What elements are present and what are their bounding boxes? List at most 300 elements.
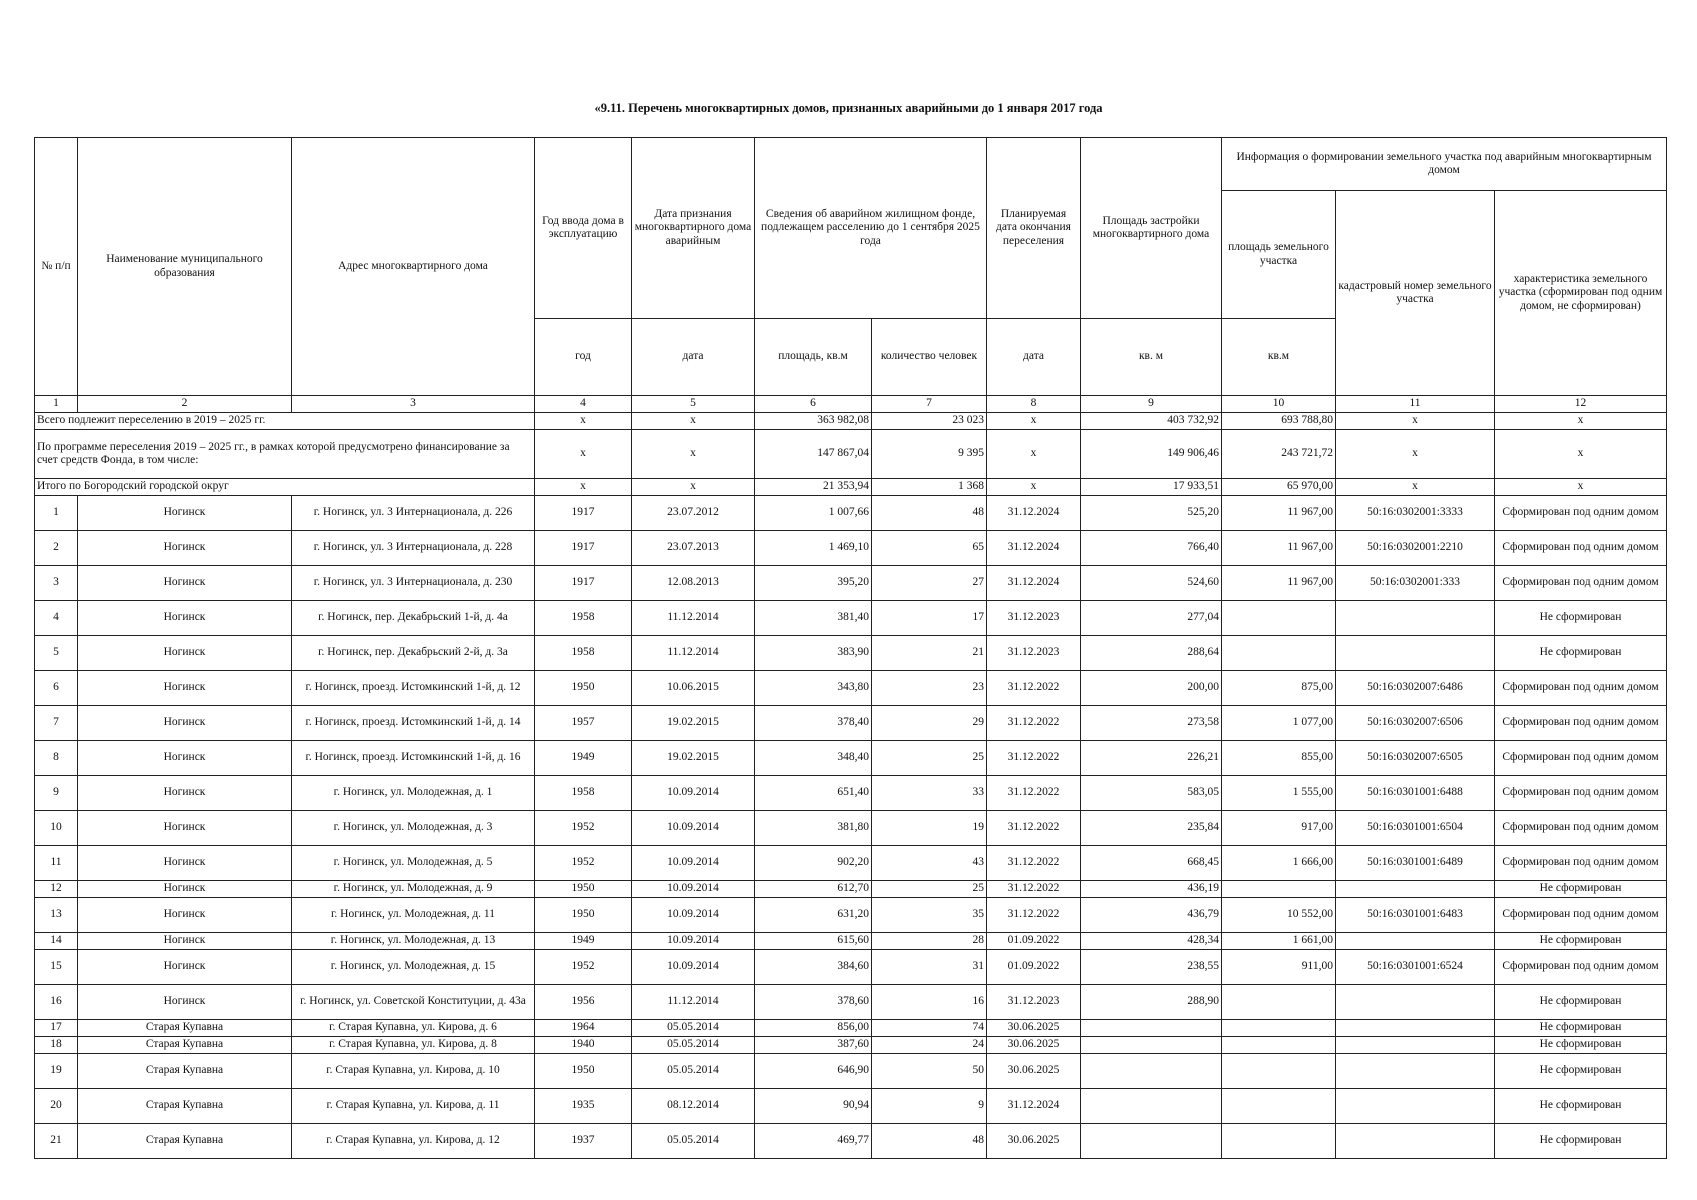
row-end-date: 30.06.2025 [987,1124,1081,1159]
row-land-area [1222,1124,1336,1159]
row-address: г. Старая Купавна, ул. Кирова, д. 6 [292,1020,535,1037]
row-land-char: Не сформирован [1495,601,1667,636]
row-number: 6 [35,671,78,706]
row-date: 10.09.2014 [632,776,755,811]
row-end-date: 31.12.2023 [987,636,1081,671]
row-people: 23 [872,671,987,706]
row-cadastral: 50:16:0302001:333 [1336,566,1495,601]
row-address: г. Ногинск, ул. 3 Интернационала, д. 226 [292,496,535,531]
row-address: г. Ногинск, ул. Молодежная, д. 3 [292,811,535,846]
row-year: 1958 [535,776,632,811]
row-footprint: 436,79 [1081,898,1222,933]
row-year: 1949 [535,933,632,950]
row-area: 651,40 [755,776,872,811]
row-year: 1917 [535,566,632,601]
row-land-area: 1 077,00 [1222,706,1336,741]
row-municipality: Ногинск [78,950,292,985]
row-address: г. Ногинск, ул. Молодежная, д. 5 [292,846,535,881]
row-year: 1950 [535,1054,632,1089]
row-land-area: 1 555,00 [1222,776,1336,811]
row-address: г. Ногинск, ул. Молодежная, д. 9 [292,881,535,898]
row-area: 615,60 [755,933,872,950]
row-municipality: Ногинск [78,776,292,811]
row-number: 21 [35,1124,78,1159]
summary-row [35,479,1667,496]
row-land-area [1222,1020,1336,1037]
row-cadastral [1336,1037,1495,1054]
document-title: «9.11. Перечень многоквартирных домов, признанных аварийными до 1 января 2017 года [594,101,1103,115]
row-end-date: 30.06.2025 [987,1037,1081,1054]
column-number: 12 [1495,396,1667,413]
row-address: г. Ногинск, ул. Советской Конституции, д. 43а [292,985,535,1020]
header-unit-people: количество человек [872,319,987,396]
row-municipality: Ногинск [78,531,292,566]
row-address: г. Ногинск, пер. Декабрьский 2-й, д. 3а [292,636,535,671]
row-land-area: 855,00 [1222,741,1336,776]
row-land-char: Сформирован под одним домом [1495,846,1667,881]
header-num: № п/п [35,138,78,396]
header-cadastral: кадастровый номер земельного участка [1336,191,1495,396]
summary-area: 147 867,04 [755,430,872,479]
row-date: 05.05.2014 [632,1054,755,1089]
row-people: 48 [872,496,987,531]
row-municipality: Ногинск [78,881,292,898]
row-land-area [1222,1037,1336,1054]
row-date: 19.02.2015 [632,706,755,741]
summary-area: 21 353,94 [755,479,872,496]
table-row [35,531,1667,566]
row-year: 1957 [535,706,632,741]
row-people: 31 [872,950,987,985]
row-land-char: Сформирован под одним домом [1495,898,1667,933]
row-people: 25 [872,741,987,776]
row-municipality: Старая Купавна [78,1124,292,1159]
row-land-area: 11 967,00 [1222,566,1336,601]
row-area: 856,00 [755,1020,872,1037]
row-address: г. Старая Купавна, ул. Кирова, д. 11 [292,1089,535,1124]
header-footprint: Площадь застройки многоквартирного дома [1081,138,1222,319]
row-address: г. Ногинск, проезд. Истомкинский 1-й, д. 16 [292,741,535,776]
table-row [35,881,1667,898]
row-land-area: 1 661,00 [1222,933,1336,950]
summary-date: x [632,430,755,479]
row-date: 10.09.2014 [632,881,755,898]
row-address: г. Ногинск, ул. Молодежная, д. 13 [292,933,535,950]
header-fund: Сведения об аварийном жилищном фонде, подлежащем расселению до 1 сентября 2025 года [755,138,987,319]
row-year: 1958 [535,636,632,671]
housing-table [34,137,1667,1159]
row-end-date: 31.12.2024 [987,1089,1081,1124]
header-land-char: характеристика земельного участка (сформирован под одним домом, не сформирован) [1495,191,1667,396]
row-end-date: 31.12.2023 [987,985,1081,1020]
row-land-char: Не сформирован [1495,636,1667,671]
row-year: 1956 [535,985,632,1020]
row-people: 33 [872,776,987,811]
summary-row [35,430,1667,479]
row-land-char: Не сформирован [1495,933,1667,950]
row-date: 05.05.2014 [632,1037,755,1054]
row-date: 10.09.2014 [632,933,755,950]
row-footprint: 436,19 [1081,881,1222,898]
row-date: 10.09.2014 [632,950,755,985]
row-area: 395,20 [755,566,872,601]
row-land-area [1222,1089,1336,1124]
row-footprint: 288,90 [1081,985,1222,1020]
row-cadastral: 50:16:0301001:6483 [1336,898,1495,933]
row-address: г. Ногинск, ул. Молодежная, д. 1 [292,776,535,811]
row-date: 19.02.2015 [632,741,755,776]
header-unit-area: площадь, кв.м [755,319,872,396]
row-cadastral: 50:16:0302007:6505 [1336,741,1495,776]
row-number: 4 [35,601,78,636]
row-municipality: Старая Купавна [78,1089,292,1124]
row-cadastral: 50:16:0301001:6504 [1336,811,1495,846]
table-row [35,776,1667,811]
table-row [35,741,1667,776]
row-cadastral [1336,1020,1495,1037]
header-planned-end: Планируемая дата окончания переселения [987,138,1081,319]
row-municipality: Ногинск [78,898,292,933]
summary-footprint: 149 906,46 [1081,430,1222,479]
row-date: 10.09.2014 [632,811,755,846]
summary-cadastral: x [1336,413,1495,430]
column-number: 7 [872,396,987,413]
table-row [35,933,1667,950]
row-date: 10.09.2014 [632,846,755,881]
header-municipality: Наименование муниципального образования [78,138,292,396]
row-number: 17 [35,1020,78,1037]
row-year: 1940 [535,1037,632,1054]
table-row [35,985,1667,1020]
row-address: г. Ногинск, проезд. Истомкинский 1-й, д. 12 [292,671,535,706]
summary-year: x [535,479,632,496]
row-land-area [1222,1054,1336,1089]
row-area: 381,40 [755,601,872,636]
row-land-char: Сформирован под одним домом [1495,566,1667,601]
row-area: 902,20 [755,846,872,881]
summary-label: По программе переселения 2019 – 2025 гг., в рамках которой предусмотрено финансирование за счет средств Фонда, в том числе: [35,430,535,479]
row-cadastral [1336,1054,1495,1089]
row-footprint: 766,40 [1081,531,1222,566]
row-end-date: 30.06.2025 [987,1054,1081,1089]
row-number: 7 [35,706,78,741]
row-municipality: Старая Купавна [78,1037,292,1054]
row-footprint: 200,00 [1081,671,1222,706]
row-land-char: Не сформирован [1495,1124,1667,1159]
summary-year: x [535,413,632,430]
row-footprint: 226,21 [1081,741,1222,776]
row-number: 18 [35,1037,78,1054]
row-end-date: 01.09.2022 [987,950,1081,985]
summary-people: 9 395 [872,430,987,479]
summary-label: Итого по Богородский городской округ [35,479,535,496]
row-area: 469,77 [755,1124,872,1159]
row-footprint [1081,1037,1222,1054]
summary-footprint: 17 933,51 [1081,479,1222,496]
summary-land: 243 721,72 [1222,430,1336,479]
row-number: 19 [35,1054,78,1089]
row-address: г. Ногинск, ул. 3 Интернационала, д. 228 [292,531,535,566]
row-land-char: Сформирован под одним домом [1495,741,1667,776]
row-address: г. Ногинск, ул. Молодежная, д. 15 [292,950,535,985]
row-address: г. Ногинск, ул. Молодежная, д. 11 [292,898,535,933]
row-number: 13 [35,898,78,933]
row-address: г. Старая Купавна, ул. Кирова, д. 12 [292,1124,535,1159]
row-area: 343,80 [755,671,872,706]
row-footprint: 524,60 [1081,566,1222,601]
row-end-date: 31.12.2024 [987,496,1081,531]
row-land-char: Не сформирован [1495,985,1667,1020]
row-people: 21 [872,636,987,671]
row-cadastral [1336,1089,1495,1124]
row-land-area: 911,00 [1222,950,1336,985]
header-date-declared: Дата признания многоквартирного дома аварийным [632,138,755,319]
row-area: 381,80 [755,811,872,846]
row-year: 1917 [535,531,632,566]
row-area: 1 007,66 [755,496,872,531]
row-cadastral [1336,933,1495,950]
row-land-char: Сформирован под одним домом [1495,671,1667,706]
table-row [35,601,1667,636]
row-area: 387,60 [755,1037,872,1054]
summary-area: 363 982,08 [755,413,872,430]
row-footprint [1081,1124,1222,1159]
summary-date: x [632,479,755,496]
row-land-char: Сформирован под одним домом [1495,950,1667,985]
column-number: 3 [292,396,535,413]
column-number: 9 [1081,396,1222,413]
row-land-char: Не сформирован [1495,1020,1667,1037]
summary-date: x [632,413,755,430]
row-year: 1950 [535,898,632,933]
row-land-area: 11 967,00 [1222,496,1336,531]
row-year: 1952 [535,950,632,985]
row-footprint: 273,58 [1081,706,1222,741]
row-number: 5 [35,636,78,671]
column-number: 10 [1222,396,1336,413]
table-row [35,1089,1667,1124]
row-cadastral [1336,1124,1495,1159]
row-end-date: 31.12.2022 [987,671,1081,706]
summary-cadastral: x [1336,430,1495,479]
row-people: 29 [872,706,987,741]
row-end-date: 31.12.2023 [987,601,1081,636]
row-municipality: Старая Купавна [78,1020,292,1037]
row-footprint: 288,64 [1081,636,1222,671]
row-number: 10 [35,811,78,846]
row-footprint: 668,45 [1081,846,1222,881]
table-row [35,496,1667,531]
row-end-date: 31.12.2024 [987,531,1081,566]
row-date: 10.06.2015 [632,671,755,706]
row-cadastral: 50:16:0302001:3333 [1336,496,1495,531]
row-land-area [1222,985,1336,1020]
row-land-area [1222,881,1336,898]
row-footprint: 238,55 [1081,950,1222,985]
row-date: 05.05.2014 [632,1020,755,1037]
row-end-date: 31.12.2022 [987,811,1081,846]
row-land-area [1222,601,1336,636]
summary-label: Всего подлежит переселению в 2019 – 2025 гг. [35,413,535,430]
row-number: 14 [35,933,78,950]
row-municipality: Ногинск [78,846,292,881]
table-row [35,636,1667,671]
row-area: 384,60 [755,950,872,985]
summary-people: 1 368 [872,479,987,496]
header-year-built: Год ввода дома в эксплуатацию [535,138,632,319]
row-year: 1958 [535,601,632,636]
row-footprint [1081,1020,1222,1037]
row-people: 28 [872,933,987,950]
table-row [35,566,1667,601]
summary-char: x [1495,430,1667,479]
row-date: 08.12.2014 [632,1089,755,1124]
row-date: 11.12.2014 [632,985,755,1020]
row-end-date: 01.09.2022 [987,933,1081,950]
row-people: 27 [872,566,987,601]
row-municipality: Ногинск [78,636,292,671]
row-people: 9 [872,1089,987,1124]
row-year: 1950 [535,881,632,898]
row-land-char: Сформирован под одним домом [1495,706,1667,741]
row-people: 65 [872,531,987,566]
column-number: 1 [35,396,78,413]
row-municipality: Ногинск [78,706,292,741]
table-row [35,671,1667,706]
row-number: 1 [35,496,78,531]
row-area: 383,90 [755,636,872,671]
row-number: 8 [35,741,78,776]
row-footprint [1081,1054,1222,1089]
row-footprint: 525,20 [1081,496,1222,531]
row-municipality: Ногинск [78,985,292,1020]
summary-char: x [1495,413,1667,430]
row-year: 1964 [535,1020,632,1037]
row-number: 2 [35,531,78,566]
column-number: 11 [1336,396,1495,413]
row-year: 1952 [535,846,632,881]
row-municipality: Ногинск [78,601,292,636]
table-row [35,950,1667,985]
table-row [35,1054,1667,1089]
column-number: 5 [632,396,755,413]
row-people: 48 [872,1124,987,1159]
row-cadastral: 50:16:0302007:6506 [1336,706,1495,741]
summary-land: 693 788,80 [1222,413,1336,430]
row-end-date: 31.12.2022 [987,741,1081,776]
row-number: 3 [35,566,78,601]
row-address: г. Старая Купавна, ул. Кирова, д. 8 [292,1037,535,1054]
header-address: Адрес многоквартирного дома [292,138,535,396]
row-end-date: 31.12.2022 [987,881,1081,898]
header-land-info: Информация о формировании земельного участка под аварийным многоквартирным домом [1222,138,1667,191]
column-number: 8 [987,396,1081,413]
row-number: 15 [35,950,78,985]
row-address: г. Старая Купавна, ул. Кирова, д. 10 [292,1054,535,1089]
row-footprint: 277,04 [1081,601,1222,636]
row-area: 1 469,10 [755,531,872,566]
column-number: 2 [78,396,292,413]
row-land-area: 10 552,00 [1222,898,1336,933]
row-footprint: 235,84 [1081,811,1222,846]
row-year: 1949 [535,741,632,776]
row-land-char: Сформирован под одним домом [1495,776,1667,811]
row-date: 11.12.2014 [632,601,755,636]
row-cadastral [1336,881,1495,898]
table-row [35,811,1667,846]
header-unit-year: год [535,319,632,396]
row-people: 50 [872,1054,987,1089]
header-unit-sqm: кв. м [1081,319,1222,396]
row-date: 23.07.2012 [632,496,755,531]
row-land-char: Не сформирован [1495,1089,1667,1124]
row-footprint [1081,1089,1222,1124]
row-cadastral: 50:16:0301001:6489 [1336,846,1495,881]
summary-footprint: 403 732,92 [1081,413,1222,430]
row-land-char: Не сформирован [1495,1054,1667,1089]
summary-end: x [987,430,1081,479]
row-date: 05.05.2014 [632,1124,755,1159]
header-unit-date2: дата [987,319,1081,396]
table-row [35,1124,1667,1159]
row-area: 90,94 [755,1089,872,1124]
row-municipality: Ногинск [78,933,292,950]
row-end-date: 30.06.2025 [987,1020,1081,1037]
row-land-char: Сформирован под одним домом [1495,496,1667,531]
summary-end: x [987,479,1081,496]
row-date: 23.07.2013 [632,531,755,566]
row-footprint: 583,05 [1081,776,1222,811]
row-land-char: Сформирован под одним домом [1495,531,1667,566]
row-year: 1935 [535,1089,632,1124]
row-area: 348,40 [755,741,872,776]
row-year: 1952 [535,811,632,846]
row-municipality: Ногинск [78,566,292,601]
row-date: 12.08.2013 [632,566,755,601]
row-end-date: 31.12.2022 [987,846,1081,881]
row-municipality: Ногинск [78,496,292,531]
summary-char: x [1495,479,1667,496]
column-number-row [35,396,1667,413]
row-land-area: 11 967,00 [1222,531,1336,566]
row-land-area [1222,636,1336,671]
row-land-area: 875,00 [1222,671,1336,706]
row-number: 20 [35,1089,78,1124]
row-address: г. Ногинск, проезд. Истомкинский 1-й, д. 14 [292,706,535,741]
row-cadastral: 50:16:0301001:6524 [1336,950,1495,985]
row-area: 612,70 [755,881,872,898]
header-land-area: площадь земельного участка [1222,191,1336,319]
row-end-date: 31.12.2022 [987,898,1081,933]
row-area: 378,60 [755,985,872,1020]
row-people: 74 [872,1020,987,1037]
column-number: 6 [755,396,872,413]
row-cadastral [1336,636,1495,671]
row-year: 1937 [535,1124,632,1159]
row-people: 16 [872,985,987,1020]
row-people: 17 [872,601,987,636]
row-municipality: Старая Купавна [78,1054,292,1089]
row-people: 35 [872,898,987,933]
summary-end: x [987,413,1081,430]
table-row [35,846,1667,881]
row-people: 19 [872,811,987,846]
row-people: 24 [872,1037,987,1054]
row-end-date: 31.12.2024 [987,566,1081,601]
row-cadastral [1336,601,1495,636]
row-number: 11 [35,846,78,881]
summary-land: 65 970,00 [1222,479,1336,496]
